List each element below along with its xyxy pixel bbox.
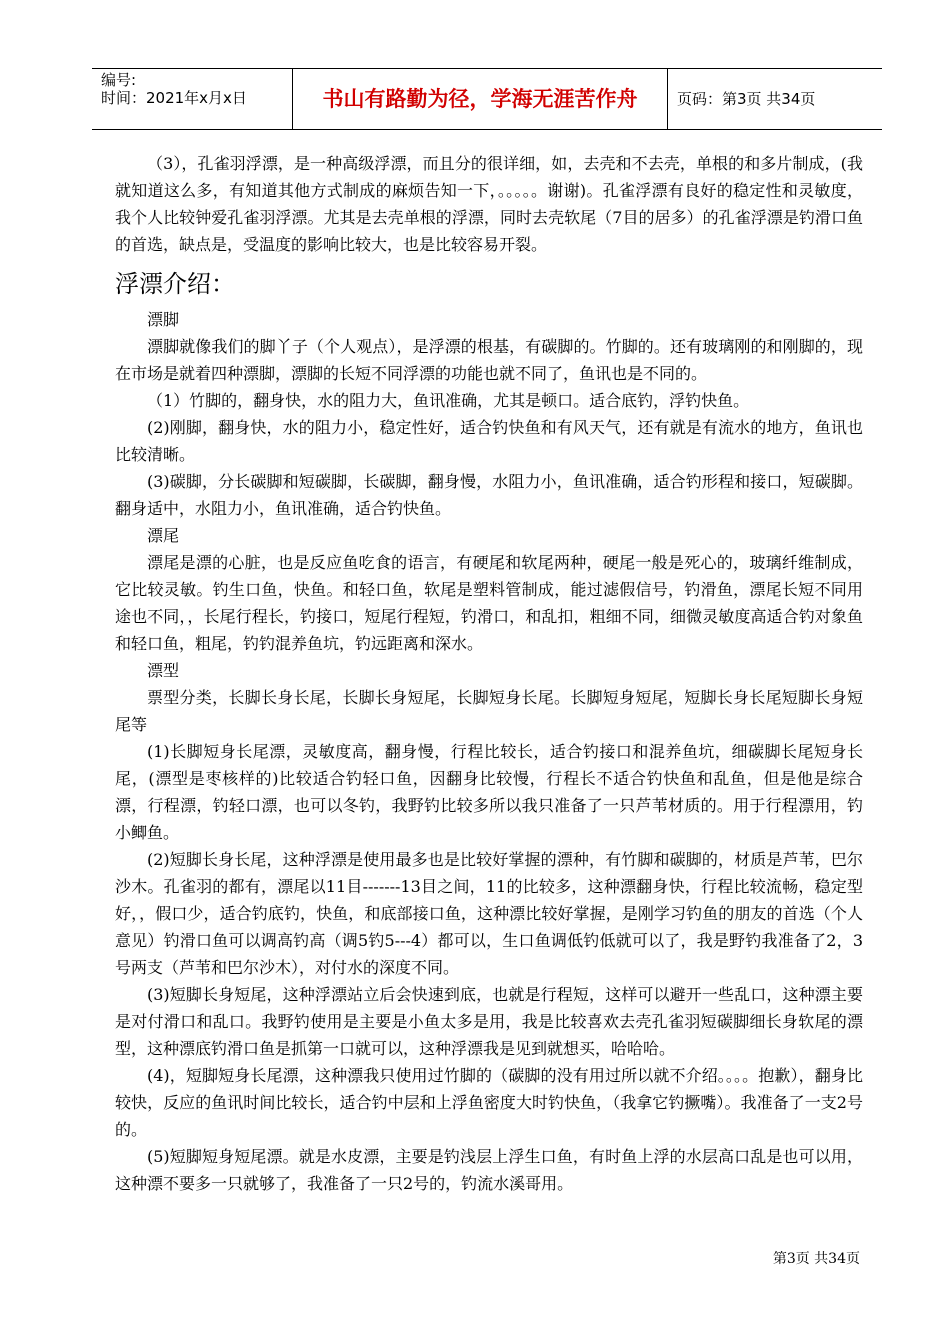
page-footer-number: 第3页 共34页 xyxy=(772,1251,860,1267)
paragraph: (3)碳脚，分长碳脚和短碳脚，长碳脚，翻身慢，水阻力小，鱼讯准确，适合钓形程和接口，短碳脚。翻身适中，水阻力小，鱼讯准确，适合钓快鱼。 xyxy=(115,472,863,518)
paragraph: (5)短脚短身短尾漂。就是水皮漂，主要是钓浅层上浮生口鱼，有时鱼上浮的水层高口乱是也可以用，这种漂不要多一只就够了，我准备了一只2号的，钓流水溪哥用。 xyxy=(115,1147,863,1193)
paragraph: (2)刚脚，翻身快，水的阻力小，稳定性好，适合钓快鱼和有风天气，还有就是有流水的地方，鱼讯也比较清晰。 xyxy=(115,418,863,464)
paragraph: 漂脚就像我们的脚丫子（个人观点），是浮漂的根基，有碳脚的。竹脚的。还有玻璃刚的和刚脚的，现在市场是就着四种漂脚，漂脚的长短不同浮漂的功能也就不同了，鱼讯也是不同的。 xyxy=(115,337,863,383)
document-body xyxy=(115,150,863,1197)
document-number-label: 编号: xyxy=(101,71,137,89)
subsection-title: 漂尾 xyxy=(147,526,180,545)
paragraph: 票型分类，长脚长身长尾，长脚长身短尾，长脚短身长尾。长脚短身短尾，短脚长身长尾短脚长身短尾等 xyxy=(115,688,863,734)
paragraph: 漂尾是漂的心脏，也是反应鱼吃食的语言，有硬尾和软尾两种，硬尾一般是死心的，玻璃纤维制成，它比较灵敏。钓生口鱼，快鱼。和轻口鱼，软尾是塑料管制成，能过滤假信号，钓滑鱼，漂尾长短不同用途也不同，，长尾行程长，钓接口，短尾行程短，钓滑口，和乱扣，粗细不同，细微灵敏度高适合钓对象鱼和轻口鱼，粗尾，钓钓混养鱼坑，钓远距离和深水。 xyxy=(115,553,863,653)
subsection-title: 漂型 xyxy=(147,661,180,680)
subsection-title: 漂脚 xyxy=(147,310,180,329)
section-heading: 浮漂介绍： xyxy=(115,270,235,298)
motto-text: 书山有路勤为径，学海无涯苦作舟 xyxy=(322,87,638,111)
header-motto-cell xyxy=(293,69,668,129)
paragraph: (4)，短脚短身长尾漂，这种漂我只使用过竹脚的（碳脚的没有用过所以就不介绍。。。。抱歉），翻身比较快，反应的鱼讯时间比较长，适合钓中层和上浮鱼密度大时钓快鱼，（我拿它钓撅嘴）。我准备了一支2号的。 xyxy=(115,1066,863,1139)
paragraph: （1）竹脚的，翻身快，水的阻力大，鱼讯准确，尤其是顿口。适合底钓，浮钓快鱼。 xyxy=(147,391,750,410)
header-meta-cell xyxy=(92,69,293,129)
page-header xyxy=(92,68,882,130)
paragraph: （3），孔雀羽浮漂，是一种高级浮漂，而且分的很详细，如，去壳和不去壳，单根的和多片制成，(我就知道这么多，有知道其他方式制成的麻烦告知一下，。。。。。谢谢)。孔雀浮漂有良好的稳定性和灵敏度，我个人比较钟爱孔雀羽浮漂。尤其是去壳单根的浮漂，同时去壳软尾（7目的居多）的孔雀浮漂是钓滑口鱼的首选，缺点是，受温度的影响比较大，也是比较容易开裂。 xyxy=(115,154,863,254)
paragraph: (1)长脚短身长尾漂，灵敏度高，翻身慢，行程比较长，适合钓接口和混养鱼坑，细碳脚长尾短身长尾，(漂型是枣核样的)比较适合钓轻口鱼，因翻身比较慢，行程长不适合钓快鱼和乱鱼，但是他是综合漂，行程漂，钓轻口漂，也可以冬钓，我野钓比较多所以我只准备了一只芦苇材质的。用于行程漂用，钓小鲫鱼。 xyxy=(115,742,863,842)
paragraph: (3)短脚长身短尾，这种浮漂站立后会快速到底，也就是行程短，这样可以避开一些乱口，这种漂主要是对付滑口和乱口。我野钓使用是主要是小鱼太多是用，我是比较喜欢去壳孔雀羽短碳脚细长身软尾的漂型，这种漂底钓滑口鱼是抓第一口就可以，这种浮漂我是见到就想买，哈哈哈。 xyxy=(115,985,863,1058)
paragraph: (2)短脚长身长尾，这种浮漂是使用最多也是比较好掌握的漂种，有竹脚和碳脚的，材质是芦苇，巴尔沙木。孔雀羽的都有，漂尾以11目-------13目之间，11的比较多，这种漂翻身快，行程比较流畅，稳定型好，，假口少，适合钓底钓，快鱼，和底部接口鱼，这种漂比较好掌握，是刚学习钓鱼的朋友的首选（个人意见）钓滑口鱼可以调高钓高（调5钓5---4）都可以，生口鱼调低钓低就可以了，我是野钓我准备了2，3号两支（芦苇和巴尔沙木），对付水的深度不同。 xyxy=(115,850,863,977)
header-page-number: 页码：第3页 共34页 xyxy=(677,90,816,108)
document-time-label: 时间：2021年x月x日 xyxy=(101,89,247,107)
header-page-cell xyxy=(668,69,882,129)
